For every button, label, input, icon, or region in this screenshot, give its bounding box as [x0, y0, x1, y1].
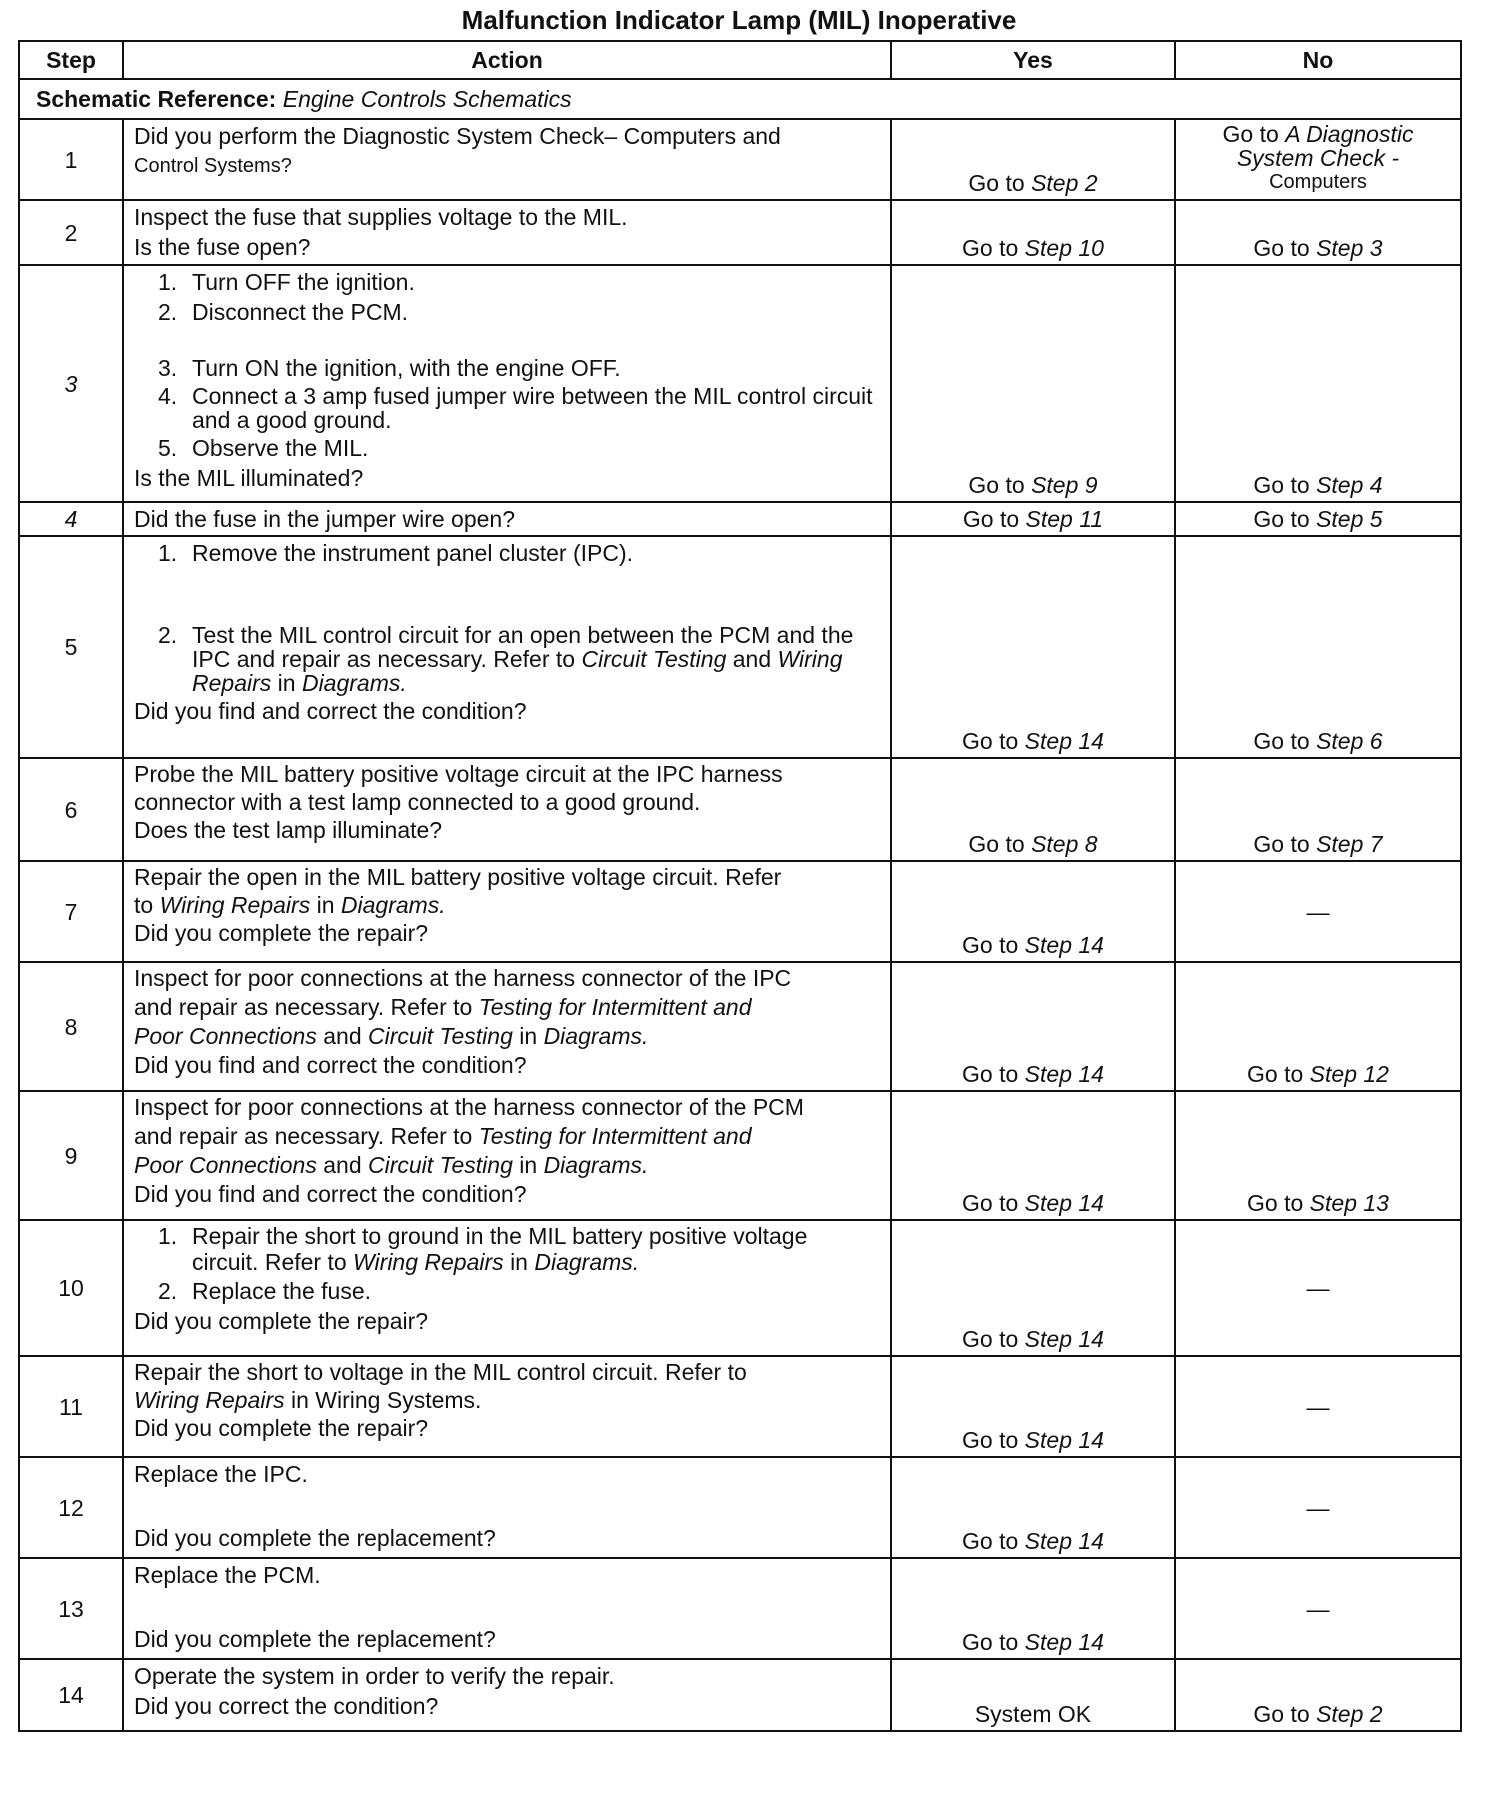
go-to-label: Go to: [1253, 506, 1310, 532]
header-row: [19, 41, 1461, 79]
no-cell: [1175, 758, 1461, 861]
no-cell: [1175, 1356, 1461, 1457]
yes-step-link[interactable]: Step 14: [1024, 1629, 1104, 1655]
table-row: [19, 962, 1461, 1091]
go-to-label: Go to: [1253, 831, 1310, 857]
go-to-label: Go to: [1253, 1701, 1310, 1727]
step-number: 5: [19, 536, 123, 758]
action-cell: [123, 1659, 891, 1731]
yes-cell: [891, 536, 1175, 758]
step-number: 8: [19, 962, 123, 1091]
go-to-label: Go to: [1247, 1190, 1304, 1216]
step-number: 12: [19, 1457, 123, 1558]
action-cell: [123, 265, 891, 502]
action-text: Inspect for poor connections at the harness connector of the IPC: [134, 965, 792, 991]
yes-cell: [891, 1558, 1175, 1659]
ref-link[interactable]: Wiring Repairs: [192, 646, 843, 696]
action-text: Poor Connections and Circuit Testing in Diagrams.: [134, 1152, 649, 1178]
go-to-label: Go to: [962, 1528, 1019, 1554]
table-row: [19, 758, 1461, 861]
no-cell: [1175, 1558, 1461, 1659]
spacer: [158, 328, 880, 352]
no-link[interactable]: System Check -: [1236, 145, 1400, 171]
no-cell: [1175, 1220, 1461, 1356]
question-text: Did you complete the repair?: [134, 920, 429, 946]
table-row: [19, 861, 1461, 962]
action-cell: [123, 200, 891, 265]
ref-link[interactable]: Circuit Testing: [581, 646, 727, 672]
step-number: 10: [19, 1220, 123, 1356]
step-number: 7: [19, 861, 123, 962]
yes-step-link[interactable]: Step 14: [1024, 1528, 1104, 1554]
no-step-link[interactable]: Step 3: [1316, 235, 1383, 261]
substep: 2. Disconnect the PCM.: [158, 299, 409, 325]
substep: 1. Repair the short to ground in the MIL battery positive voltage circuit. Refer to Wiring Repairs in Diagrams.: [158, 1223, 808, 1275]
step-number: 9: [19, 1091, 123, 1220]
yes-step-link[interactable]: Step 14: [1024, 1190, 1104, 1216]
no-cell: [1175, 1457, 1461, 1558]
no-step-link[interactable]: Step 6: [1316, 728, 1383, 754]
no-link[interactable]: A Diagnostic: [1285, 121, 1414, 147]
ref-link[interactable]: Diagrams.: [543, 1023, 649, 1049]
step-number: 3: [19, 265, 123, 502]
table-row: [19, 265, 1461, 502]
go-to-label: Go to: [1253, 728, 1310, 754]
go-to-label: Go to: [962, 1629, 1019, 1655]
yes-cell: [891, 1457, 1175, 1558]
go-to-label: Go to: [962, 1190, 1019, 1216]
question-text: Did you find and correct the condition?: [134, 698, 527, 724]
question-text: Did the fuse in the jumper wire open?: [134, 506, 515, 532]
step-number: 13: [19, 1558, 123, 1659]
schematic-row: [19, 79, 1461, 119]
ref-link[interactable]: Circuit Testing: [368, 1152, 513, 1178]
ref-link[interactable]: Wiring Repairs: [353, 1249, 504, 1275]
step-number: 6: [19, 758, 123, 861]
no-step-link[interactable]: Step 7: [1316, 831, 1383, 857]
no-cell: [1175, 200, 1461, 265]
yes-cell: [891, 1659, 1175, 1731]
table-row: [19, 1091, 1461, 1220]
question-text: Did you complete the repair?: [134, 1415, 429, 1441]
substep-list: [134, 1223, 880, 1305]
no-dash: —: [1306, 898, 1330, 925]
yes-step-link[interactable]: Step 9: [1031, 472, 1098, 498]
table-row: [19, 1659, 1461, 1731]
header-yes: Yes: [891, 41, 1175, 79]
table-row: [19, 536, 1461, 758]
spacer: [134, 1488, 880, 1524]
go-to-label: Go to: [968, 170, 1025, 196]
step-number: 2: [19, 200, 123, 265]
spacer: [158, 569, 880, 621]
no-cell: [1175, 962, 1461, 1091]
go-to-label: Go to: [962, 235, 1019, 261]
no-dash: —: [1306, 1494, 1330, 1521]
action-cell: [123, 119, 891, 200]
table-row: [19, 200, 1461, 265]
yes-step-link[interactable]: Step 14: [1024, 1326, 1104, 1352]
go-to-label: Go to: [962, 932, 1019, 958]
action-cell: [123, 536, 891, 758]
ref-link[interactable]: Testing for Intermittent and: [478, 1123, 752, 1149]
go-to-label: Go to: [1253, 235, 1310, 261]
question-text: Is the MIL illuminated?: [134, 465, 364, 491]
ref-link[interactable]: Diagrams.: [340, 892, 446, 918]
table-row: [19, 1558, 1461, 1659]
table-row: [19, 1220, 1461, 1356]
yes-cell: [891, 502, 1175, 536]
schematic-reference: [19, 79, 1461, 119]
action-cell: [123, 1220, 891, 1356]
substep: 1. Turn OFF the ignition.: [158, 269, 415, 295]
step-number: 1: [19, 119, 123, 200]
action-text: Control Systems?: [134, 155, 292, 177]
action-cell: [123, 962, 891, 1091]
ref-link[interactable]: Diagrams.: [301, 670, 407, 696]
go-to-label: Go to: [962, 1427, 1019, 1453]
go-to-label: Go to: [1247, 1061, 1304, 1087]
header-action: Action: [123, 41, 891, 79]
no-cell: [1175, 265, 1461, 502]
table-row: [19, 1457, 1461, 1558]
ref-link[interactable]: Diagrams.: [543, 1152, 649, 1178]
action-text: and repair as necessary. Refer to Testing for Intermittent and: [134, 1123, 752, 1149]
yes-cell: [891, 1091, 1175, 1220]
no-step-link[interactable]: Step 12: [1309, 1061, 1389, 1087]
substep-list: [134, 268, 880, 462]
table-row: [19, 502, 1461, 536]
yes-step-link[interactable]: Step 14: [1024, 728, 1104, 754]
action-text: Repair the open in the MIL battery positive voltage circuit. Refer: [134, 864, 782, 890]
substep: 2. Replace the fuse.: [158, 1278, 372, 1304]
yes-cell: [891, 200, 1175, 265]
action-text: Inspect the fuse that supplies voltage to the MIL.: [134, 204, 628, 230]
go-to-label: Go to: [1253, 472, 1310, 498]
yes-cell: [891, 265, 1175, 502]
yes-step-link[interactable]: Step 8: [1031, 831, 1098, 857]
no-cell: [1175, 536, 1461, 758]
question-text: Did you complete the replacement?: [134, 1525, 496, 1551]
ref-link[interactable]: Wiring Repairs: [134, 1387, 285, 1413]
action-cell: [123, 502, 891, 536]
action-text: Inspect for poor connections at the harness connector of the PCM: [134, 1094, 804, 1120]
no-cell: [1175, 1091, 1461, 1220]
no-step-link[interactable]: Step 13: [1309, 1190, 1389, 1216]
yes-result: System OK: [974, 1701, 1092, 1727]
action-text: Did you perform the Diagnostic System Check– Computers and: [134, 123, 781, 149]
ref-link[interactable]: Wiring Repairs: [159, 892, 311, 918]
yes-cell: [891, 861, 1175, 962]
go-to-label: Go to: [962, 1061, 1019, 1087]
question-text: Did you correct the condition?: [134, 1693, 439, 1719]
question-text: Did you complete the repair?: [134, 1308, 429, 1334]
yes-step-link[interactable]: Step 14: [1024, 1061, 1104, 1087]
substep: 2. Test the MIL control circuit for an open between the PCM and the IPC and repair as necessary. Refer to Circuit Testing and Wiring Repairs in Diagrams.: [158, 622, 854, 696]
diagnostic-table: [18, 40, 1462, 1732]
action-text: Wiring Repairs in Wiring Systems.: [134, 1387, 482, 1413]
question-text: Did you find and correct the condition?: [134, 1052, 527, 1078]
no-cell: [1175, 502, 1461, 536]
spacer: [134, 1589, 880, 1625]
ref-link[interactable]: Poor Connections: [134, 1023, 317, 1049]
ref-link[interactable]: Testing for Intermittent and: [478, 994, 752, 1020]
yes-cell: [891, 758, 1175, 861]
yes-step-link[interactable]: Step 2: [1031, 170, 1098, 196]
yes-step-link[interactable]: Step 10: [1024, 235, 1104, 261]
table-row: [19, 1356, 1461, 1457]
action-cell: [123, 861, 891, 962]
no-dash: —: [1306, 1393, 1330, 1420]
action-cell: [123, 1457, 891, 1558]
go-to-label: Go to: [968, 472, 1025, 498]
header-no: No: [1175, 41, 1461, 79]
no-tail: Computers: [1269, 171, 1367, 193]
yes-step-link[interactable]: Step 11: [1025, 506, 1104, 532]
step-number: 14: [19, 1659, 123, 1731]
action-text: to Wiring Repairs in Diagrams.: [134, 892, 446, 918]
yes-cell: [891, 962, 1175, 1091]
substep: 1. Remove the instrument panel cluster (IPC).: [158, 540, 634, 566]
question-text: Did you find and correct the condition?: [134, 1181, 527, 1207]
go-to-label: Go to: [962, 1326, 1019, 1352]
action-text: connector with a test lamp connected to a good ground.: [134, 789, 701, 815]
yes-step-link[interactable]: Step 14: [1024, 1427, 1104, 1453]
action-text: Probe the MIL battery positive voltage circuit at the IPC harness: [134, 761, 783, 787]
action-text: and repair as necessary. Refer to Testing for Intermittent and: [134, 994, 752, 1020]
substep: 4. Connect a 3 amp fused jumper wire between the MIL control circuit and a good ground.: [158, 383, 873, 433]
substep: 3. Turn ON the ignition, with the engine OFF.: [158, 355, 621, 381]
ref-link[interactable]: Diagrams.: [534, 1249, 640, 1275]
page-title: Malfunction Indicator Lamp (MIL) Inoperative: [461, 5, 1017, 35]
no-step-link[interactable]: Step 4: [1316, 472, 1383, 498]
go-to-label: Go to: [962, 728, 1019, 754]
substep-list: [134, 539, 880, 695]
substep: 5. Observe the MIL.: [158, 435, 369, 461]
action-cell: [123, 1091, 891, 1220]
no-dash: —: [1306, 1275, 1330, 1301]
no-step-link[interactable]: Step 2: [1316, 1701, 1383, 1727]
action-cell: [123, 1558, 891, 1659]
action-text: Poor Connections and Circuit Testing in Diagrams.: [134, 1023, 649, 1049]
action-text: Repair the short to voltage in the MIL control circuit. Refer to: [134, 1359, 747, 1385]
action-cell: [123, 758, 891, 861]
no-dash: —: [1306, 1595, 1330, 1622]
step-number: 11: [19, 1356, 123, 1457]
go-to-label: Go to: [962, 506, 1020, 532]
ref-link[interactable]: Circuit Testing: [368, 1023, 513, 1049]
ref-link[interactable]: Poor Connections: [134, 1152, 317, 1178]
action-text: Replace the IPC.: [134, 1461, 308, 1487]
yes-cell: [891, 1356, 1175, 1457]
schematic-label: Schematic Reference:: [36, 86, 277, 112]
no-cell: [1175, 119, 1461, 200]
question-text: Did you complete the replacement?: [134, 1626, 496, 1652]
step-number: 4: [19, 502, 123, 536]
action-text: Operate the system in order to verify the repair.: [134, 1663, 615, 1689]
yes-step-link[interactable]: Step 14: [1024, 932, 1104, 958]
action-text: Replace the PCM.: [134, 1562, 321, 1588]
action-cell: [123, 1356, 891, 1457]
schematic-link[interactable]: Engine Controls Schematics: [282, 86, 572, 112]
go-to-label: Go to: [968, 831, 1025, 857]
yes-cell: [891, 119, 1175, 200]
no-prefix: Go to: [1222, 121, 1279, 147]
no-step-link[interactable]: Step 5: [1316, 506, 1383, 532]
question-text: Is the fuse open?: [134, 234, 311, 260]
question-text: Does the test lamp illuminate?: [134, 817, 443, 843]
no-cell: [1175, 861, 1461, 962]
table-row: [19, 119, 1461, 200]
yes-cell: [891, 1220, 1175, 1356]
no-cell: [1175, 1659, 1461, 1731]
header-step: Step: [19, 41, 123, 79]
